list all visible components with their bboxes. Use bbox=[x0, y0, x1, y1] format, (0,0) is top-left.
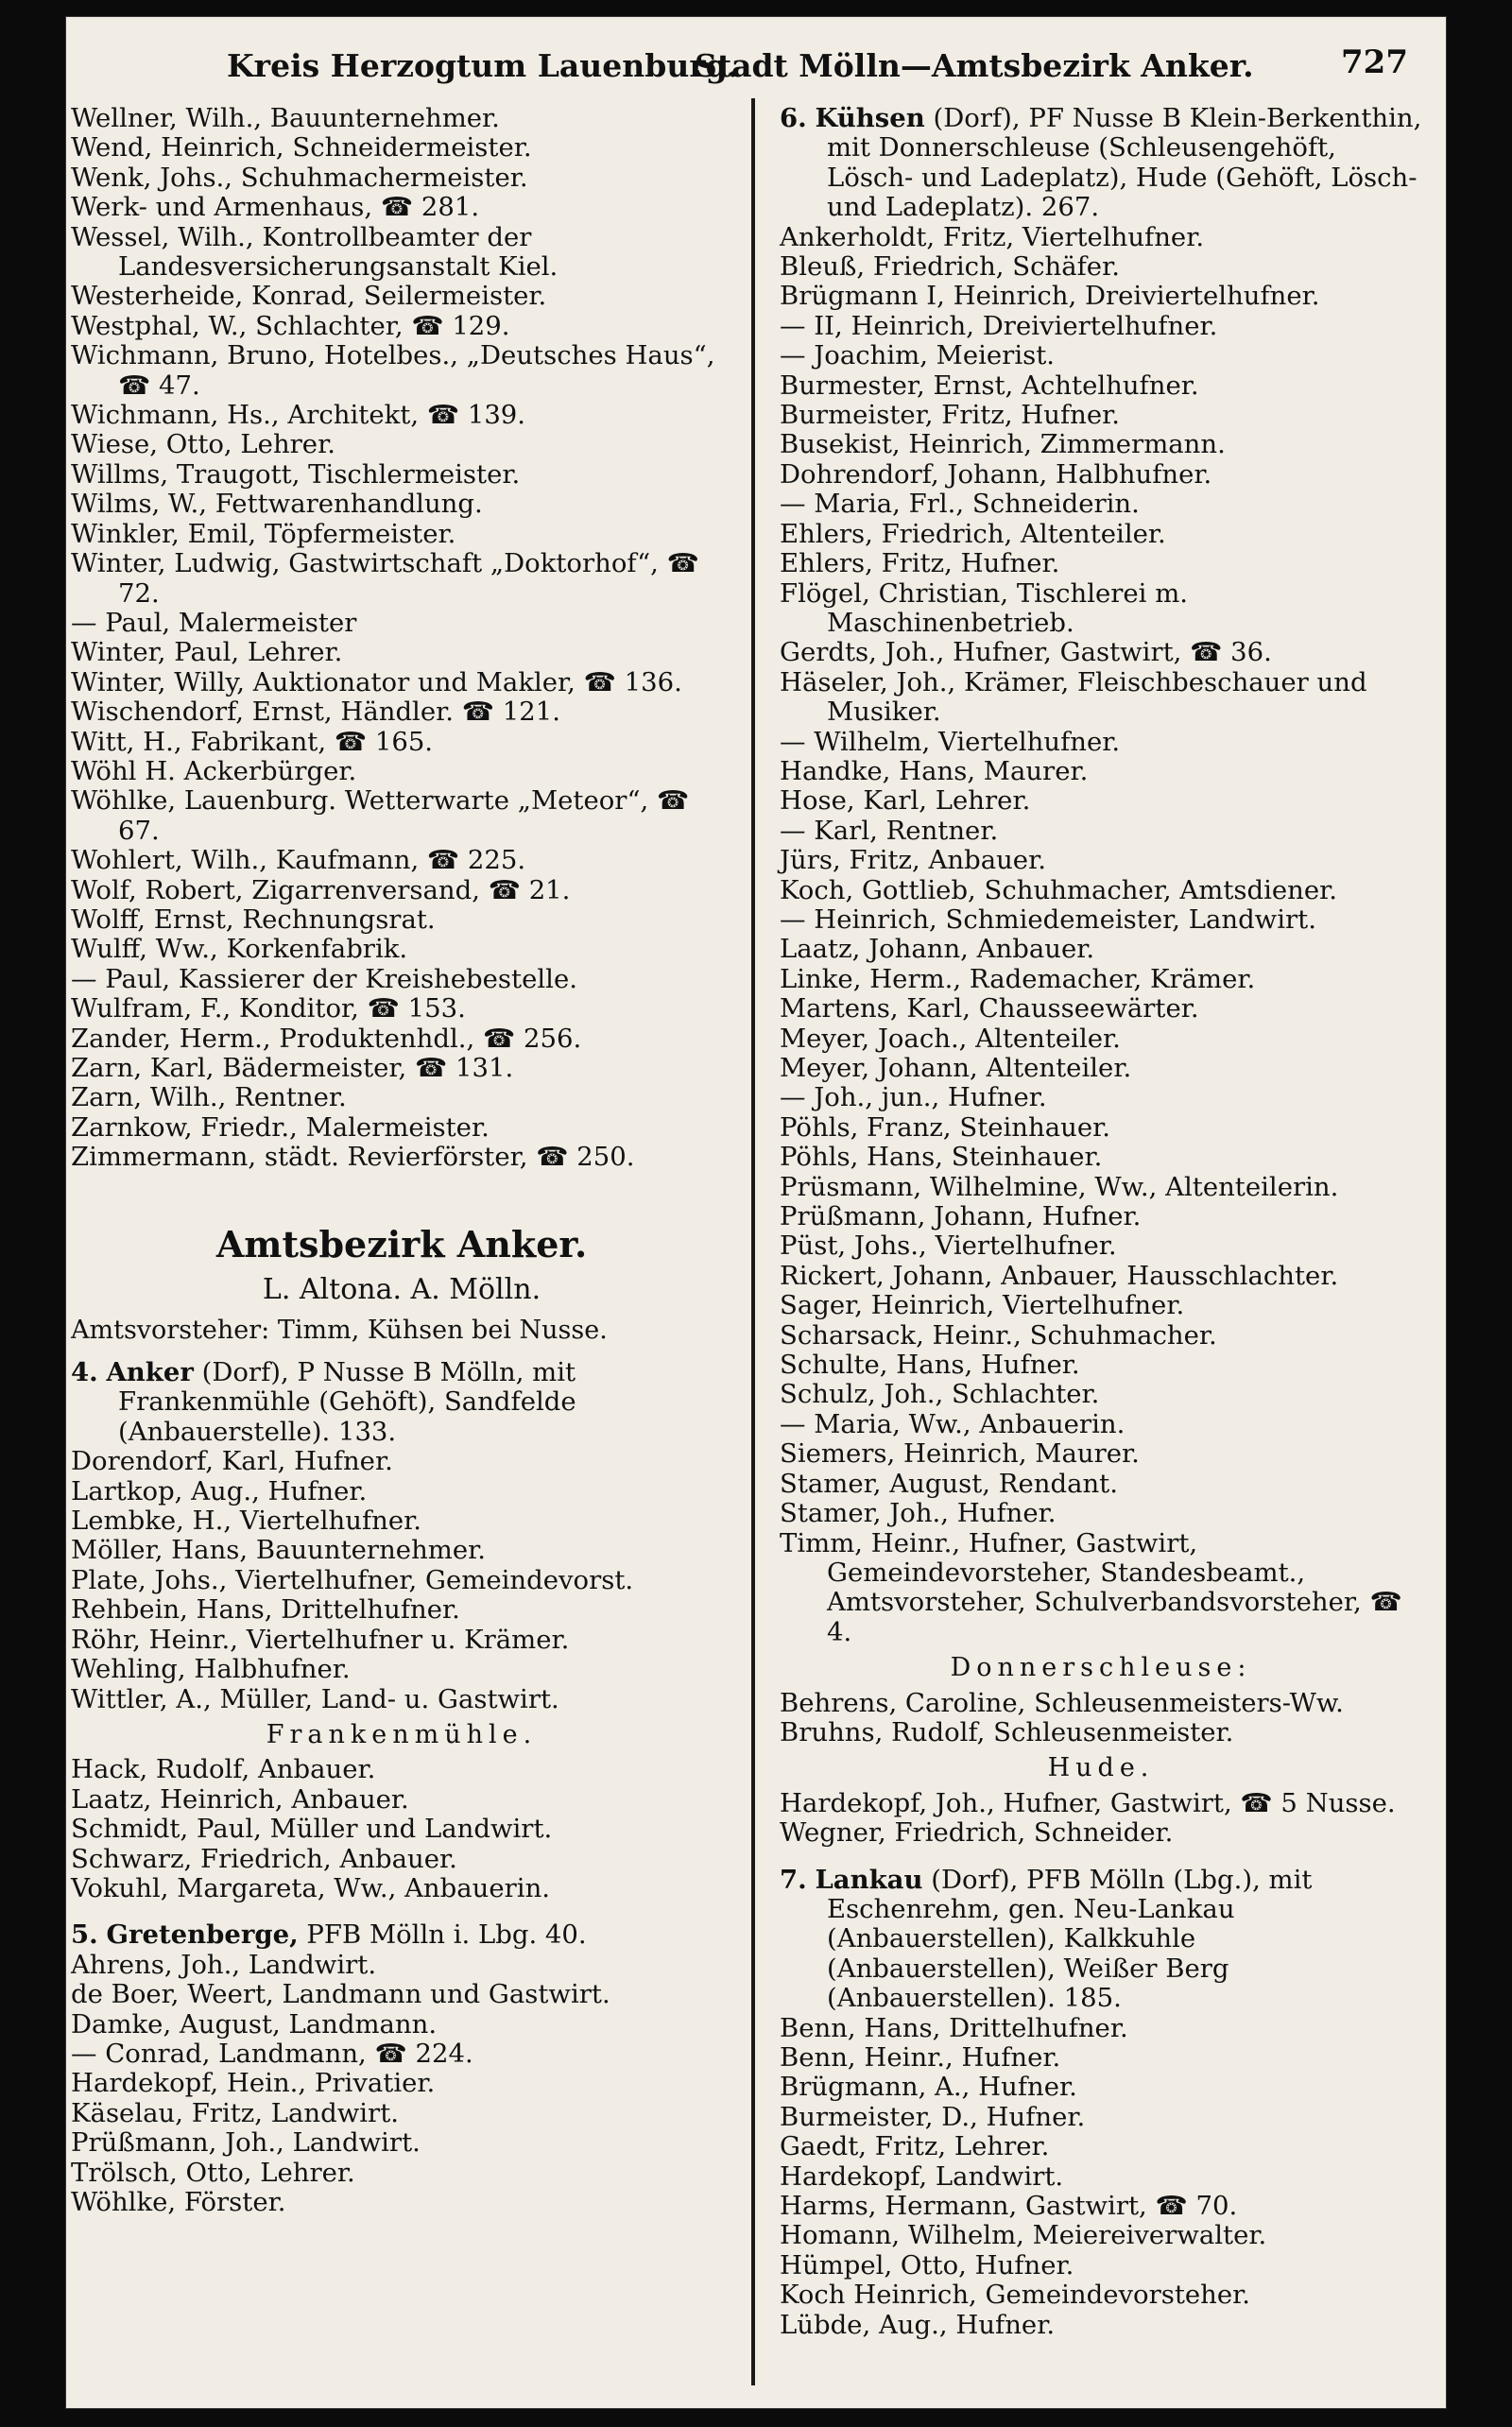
directory-entry: — Paul, Malermeister bbox=[71, 607, 357, 638]
directory-entry: — Wilhelm, Viertelhufner. bbox=[780, 726, 1121, 757]
column-divider bbox=[751, 98, 755, 2385]
directory-entry: Hümpel, Otto, Hufner. bbox=[780, 2249, 1074, 2281]
directory-entry: Wöhlke, Förster. bbox=[71, 2187, 286, 2217]
moelln-entries bbox=[71, 104, 732, 1173]
directory-entry: Brügmann, A., Hufner. bbox=[780, 2072, 1077, 2103]
directory-entry: Wenk, Johs., Schuhmachermeister. bbox=[71, 162, 528, 193]
directory-entry: Rehbein, Hans, Drittelhufner. bbox=[71, 1594, 460, 1626]
directory-entry: Wichmann, Hs., Architekt, ☎ 139. bbox=[71, 400, 526, 431]
directory-entry: Vokuhl, Margareta, Ww., Anbauerin. bbox=[71, 1872, 551, 1903]
directory-entry: Wegner, Friedrich, Schneider. bbox=[780, 1817, 1174, 1849]
directory-entry: Hardekopf, Landwirt. bbox=[780, 2160, 1064, 2192]
header-left: Kreis Herzogtum Lauenburg. bbox=[227, 47, 739, 84]
directory-entry: Ehlers, Friedrich, Altenteiler. bbox=[780, 518, 1166, 549]
hude-entries bbox=[780, 1789, 1422, 1849]
directory-entry: Damke, August, Landmann. bbox=[71, 2008, 438, 2040]
village-kuehsen bbox=[780, 104, 1422, 223]
directory-entry: Wehling, Halbhufner. bbox=[71, 1654, 351, 1685]
directory-entry: Zarn, Wilh., Rentner. bbox=[71, 1082, 347, 1113]
directory-entry: Laatz, Heinrich, Anbauer. bbox=[71, 1783, 409, 1815]
directory-entry: Rickert, Johann, Anbauer, Hausschlachter. bbox=[780, 1260, 1339, 1291]
directory-entry: Willms, Traugott, Tischlermeister. bbox=[71, 458, 521, 490]
village-gretenberge bbox=[71, 1920, 732, 1950]
directory-entry: Schulz, Joh., Schlachter. bbox=[780, 1379, 1100, 1410]
village-name: Anker bbox=[106, 1357, 194, 1388]
village-description: (Dorf), PFB Mölln (Lbg.), mit Eschenrehm, gen. Neu-Lankau (Anbauerstellen), Kalkkuhle (Anbauerstellen), Weißer Berg (Anbauerstellen). 185. bbox=[827, 1864, 1313, 2014]
directory-entry: Lartkop, Aug., Hufner. bbox=[71, 1475, 368, 1506]
frankenmuehle-entries bbox=[71, 1755, 732, 1903]
page-number: 727 bbox=[1341, 43, 1408, 81]
village-description: (Dorf), PF Nusse B Klein-Berkenthin, mit Donnerschleuse (Schleusengehöft, Lösch- und Ladeplatz), Hude (Gehöft, Lösch- und Ladeplatz). 267. bbox=[827, 103, 1422, 223]
directory-entry: Koch, Gottlieb, Schuhmacher, Amtsdiener. bbox=[780, 874, 1338, 905]
directory-entry: Brügmann I, Heinrich, Dreiviertelhufner. bbox=[780, 281, 1320, 312]
directory-entry: de Boer, Weert, Landmann und Gastwirt. bbox=[71, 1979, 610, 2010]
gretenberge-entries bbox=[71, 1951, 732, 2218]
directory-entry: Westerheide, Konrad, Seilermeister. bbox=[71, 281, 547, 312]
directory-entry: Martens, Karl, Chausseewärter. bbox=[780, 993, 1199, 1024]
directory-entry: Meyer, Joach., Altenteiler. bbox=[780, 1023, 1121, 1054]
directory-entry: Bleuß, Friedrich, Schäfer. bbox=[780, 251, 1120, 283]
directory-entry: Wittler, A., Müller, Land- u. Gastwirt. bbox=[71, 1683, 559, 1714]
directory-entry: Hardekopf, Joh., Hufner, Gastwirt, ☎ 5 Nusse. bbox=[780, 1787, 1396, 1818]
directory-entry: Dorendorf, Karl, Hufner. bbox=[71, 1446, 393, 1477]
lankau-entries bbox=[780, 2014, 1422, 2340]
directory-entry: Bruhns, Rudolf, Schleusenmeister. bbox=[780, 1716, 1234, 1747]
directory-entry: — Heinrich, Schmiedemeister, Landwirt. bbox=[780, 904, 1316, 935]
directory-entry: Pöhls, Franz, Steinhauer. bbox=[780, 1111, 1110, 1143]
directory-entry: — Karl, Rentner. bbox=[780, 815, 999, 846]
directory-entry: Winter, Willy, Auktionator und Makler, ☎ 136. bbox=[71, 666, 682, 697]
directory-entry: Laatz, Johann, Anbauer. bbox=[780, 934, 1095, 965]
directory-entry: Wilms, W., Fettwarenhandlung. bbox=[71, 489, 483, 520]
directory-entry: Wolff, Ernst, Rechnungsrat. bbox=[71, 904, 436, 935]
directory-entry: Timm, Heinr., Hufner, Gastwirt, Gemeindevorsteher, Standesbeamt., Amtsvorsteher, Schulverbandsvorsteher, ☎ 4. bbox=[780, 1527, 1402, 1647]
directory-entry: — II, Heinrich, Dreiviertelhufner. bbox=[780, 310, 1218, 341]
directory-page bbox=[66, 17, 1446, 2408]
directory-entry: Winter, Paul, Lehrer. bbox=[71, 637, 343, 668]
directory-entry: Ankerholdt, Fritz, Viertelhufner. bbox=[780, 221, 1205, 252]
directory-entry: Siemers, Heinrich, Maurer. bbox=[780, 1438, 1140, 1470]
village-lankau bbox=[780, 1866, 1422, 2014]
hude-heading: Hude. bbox=[1047, 1753, 1155, 1783]
kuehsen-entries bbox=[780, 223, 1422, 1648]
directory-entry: Witt, H., Fabrikant, ☎ 165. bbox=[71, 726, 434, 757]
directory-entry: Scharsack, Heinr., Schuhmacher. bbox=[780, 1319, 1217, 1351]
directory-entry: Plate, Johs., Viertelhufner, Gemeindevorst. bbox=[71, 1564, 634, 1595]
header-right: Stadt Mölln—Amtsbezirk Anker. bbox=[695, 47, 1254, 84]
page-header bbox=[66, 38, 1446, 95]
directory-entry: Gerdts, Joh., Hufner, Gastwirt, ☎ 36. bbox=[780, 637, 1272, 668]
directory-entry: — Joachim, Meierist. bbox=[780, 340, 1056, 371]
directory-entry: Wend, Heinrich, Schneidermeister. bbox=[71, 132, 532, 164]
directory-entry: Burmester, Ernst, Achtelhufner. bbox=[780, 370, 1199, 401]
directory-entry: Trölsch, Otto, Lehrer. bbox=[71, 2157, 355, 2188]
directory-entry: Benn, Heinr., Hufner. bbox=[780, 2042, 1061, 2073]
village-number: 6. bbox=[780, 103, 807, 133]
directory-entry: Stamer, Joh., Hufner. bbox=[780, 1498, 1057, 1529]
directory-entry: Burmeister, Fritz, Hufner. bbox=[780, 400, 1121, 431]
directory-entry: Stamer, August, Rendant. bbox=[780, 1468, 1118, 1499]
directory-entry: Burmeister, D., Hufner. bbox=[780, 2101, 1086, 2132]
left-column bbox=[71, 104, 732, 2217]
directory-entry: Ehlers, Fritz, Hufner. bbox=[780, 548, 1060, 579]
directory-entry: Hardekopf, Hein., Privatier. bbox=[71, 2068, 436, 2099]
village-name: Lankau bbox=[815, 1864, 923, 1895]
directory-entry: Zarn, Karl, Bädermeister, ☎ 131. bbox=[71, 1053, 514, 1083]
directory-entry: Behrens, Caroline, Schleusenmeisters-Ww. bbox=[780, 1687, 1344, 1718]
directory-entry: Gaedt, Fritz, Lehrer. bbox=[780, 2131, 1050, 2162]
directory-entry: Benn, Hans, Drittelhufner. bbox=[780, 2012, 1128, 2043]
directory-entry: Wolf, Robert, Zigarrenversand, ☎ 21. bbox=[71, 874, 571, 905]
directory-entry: — Paul, Kassierer der Kreishebestelle. bbox=[71, 963, 577, 994]
directory-entry: Prüßmann, Joh., Landwirt. bbox=[71, 2127, 421, 2159]
directory-entry: Wulfram, F., Konditor, ☎ 153. bbox=[71, 993, 466, 1024]
village-description: (Dorf), P Nusse B Mölln, mit Frankenmühle (Gehöft), Sandfelde (Anbauerstelle). 133. bbox=[118, 1357, 576, 1447]
directory-entry: Werk- und Armenhaus, ☎ 281. bbox=[71, 192, 480, 223]
directory-entry: Prüßmann, Johann, Hufner. bbox=[780, 1201, 1142, 1232]
directory-entry: Wöhlke, Lauenburg. Wetterwarte „Meteor“, ☎ 67. bbox=[71, 785, 690, 846]
directory-entry: — Maria, Ww., Anbauerin. bbox=[780, 1408, 1125, 1439]
village-name: Kühsen bbox=[815, 103, 925, 133]
directory-entry: Prüsmann, Wilhelmine, Ww., Altenteilerin. bbox=[780, 1171, 1339, 1202]
village-name: Gretenberge, bbox=[106, 1919, 299, 1951]
directory-entry: Jürs, Fritz, Anbauer. bbox=[780, 845, 1046, 876]
directory-entry: — Joh., jun., Hufner. bbox=[780, 1082, 1047, 1113]
donnerschleuse-entries bbox=[780, 1689, 1422, 1748]
directory-entry: Wohlert, Wilh., Kaufmann, ☎ 225. bbox=[71, 845, 526, 876]
directory-entry: Wöhl H. Ackerbürger. bbox=[71, 755, 357, 786]
directory-entry: Käselau, Fritz, Landwirt. bbox=[71, 2097, 399, 2128]
directory-entry: Winkler, Emil, Töpfermeister. bbox=[71, 518, 456, 549]
section-title: Amtsbezirk Anker. bbox=[215, 1222, 588, 1265]
directory-entry: Sager, Heinrich, Viertelhufner. bbox=[780, 1290, 1185, 1321]
directory-entry: Schmidt, Paul, Müller und Landwirt. bbox=[71, 1814, 553, 1845]
directory-entry: — Conrad, Landmann, ☎ 224. bbox=[71, 2038, 473, 2069]
frankenmuehle-heading: Frankenmühle. bbox=[266, 1719, 538, 1749]
directory-entry: Zarnkow, Friedr., Malermeister. bbox=[71, 1111, 490, 1143]
directory-entry: Schwarz, Friedrich, Anbauer. bbox=[71, 1843, 457, 1874]
amtsvorsteher-line: Amtsvorsteher: Timm, Kühsen bei Nusse. bbox=[71, 1315, 608, 1345]
directory-entry: Häseler, Joh., Krämer, Fleischbeschauer und Musiker. bbox=[780, 666, 1367, 728]
right-column bbox=[780, 104, 1422, 2340]
village-anker bbox=[71, 1358, 732, 1447]
directory-entry: Schulte, Hans, Hufner. bbox=[780, 1350, 1080, 1381]
directory-entry: Homann, Wilhelm, Meiereiverwalter. bbox=[780, 2220, 1267, 2251]
directory-entry: — Maria, Frl., Schneiderin. bbox=[780, 489, 1140, 520]
directory-entry: Zimmermann, städt. Revierförster, ☎ 250. bbox=[71, 1142, 635, 1173]
directory-entry: Koch Heinrich, Gemeindevorsteher. bbox=[780, 2280, 1251, 2311]
directory-entry: Zander, Herm., Produktenhdl., ☎ 256. bbox=[71, 1023, 582, 1054]
directory-entry: Westphal, W., Schlachter, ☎ 129. bbox=[71, 310, 510, 341]
village-description: PFB Mölln i. Lbg. 40. bbox=[306, 1919, 587, 1951]
directory-entry: Wiese, Otto, Lehrer. bbox=[71, 429, 335, 460]
directory-entry: Dohrendorf, Johann, Halbhufner. bbox=[780, 458, 1212, 490]
directory-entry: Lembke, H., Viertelhufner. bbox=[71, 1506, 422, 1537]
village-number: 4. bbox=[71, 1357, 98, 1388]
directory-entry: Lübde, Aug., Hufner. bbox=[780, 2309, 1056, 2340]
directory-entry: Busekist, Heinrich, Zimmermann. bbox=[780, 429, 1226, 460]
directory-entry: Meyer, Johann, Altenteiler. bbox=[780, 1053, 1132, 1083]
directory-entry: Hose, Karl, Lehrer. bbox=[780, 785, 1031, 817]
directory-entry: Harms, Hermann, Gastwirt, ☎ 70. bbox=[780, 2191, 1238, 2222]
directory-entry: Wessel, Wilh., Kontrollbeamter der Landesversicherungsanstalt Kiel. bbox=[71, 221, 558, 283]
directory-entry: Hack, Rudolf, Anbauer. bbox=[71, 1754, 376, 1785]
directory-entry: Flögel, Christian, Tischlerei m. Maschinenbetrieb. bbox=[780, 577, 1189, 638]
directory-entry: Handke, Hans, Maurer. bbox=[780, 755, 1089, 786]
village-number: 7. bbox=[780, 1864, 807, 1895]
directory-entry: Püst, Johs., Viertelhufner. bbox=[780, 1231, 1117, 1262]
directory-entry: Ahrens, Joh., Landwirt. bbox=[71, 1949, 377, 1980]
donnerschleuse-heading: Donnerschleuse: bbox=[950, 1653, 1252, 1683]
directory-entry: Röhr, Heinr., Viertelhufner u. Krämer. bbox=[71, 1624, 570, 1655]
village-number: 5. bbox=[71, 1919, 98, 1951]
directory-entry: Möller, Hans, Bauunternehmer. bbox=[71, 1535, 486, 1566]
directory-entry: Wichmann, Bruno, Hotelbes., „Deutsches Haus“, ☎ 47. bbox=[71, 340, 715, 401]
directory-entry: Wulff, Ww., Korkenfabrik. bbox=[71, 934, 408, 965]
directory-entry: Winter, Ludwig, Gastwirtschaft „Doktorhof“, ☎ 72. bbox=[71, 548, 699, 609]
directory-entry: Wischendorf, Ernst, Händler. ☎ 121. bbox=[71, 697, 560, 728]
anker-entries bbox=[71, 1447, 732, 1714]
section-subtitle: L. Altona. A. Mölln. bbox=[262, 1272, 541, 1306]
directory-entry: Pöhls, Hans, Steinhauer. bbox=[780, 1142, 1103, 1173]
directory-entry: Linke, Herm., Rademacher, Krämer. bbox=[780, 963, 1256, 994]
directory-entry: Wellner, Wilh., Bauunternehmer. bbox=[71, 103, 500, 133]
